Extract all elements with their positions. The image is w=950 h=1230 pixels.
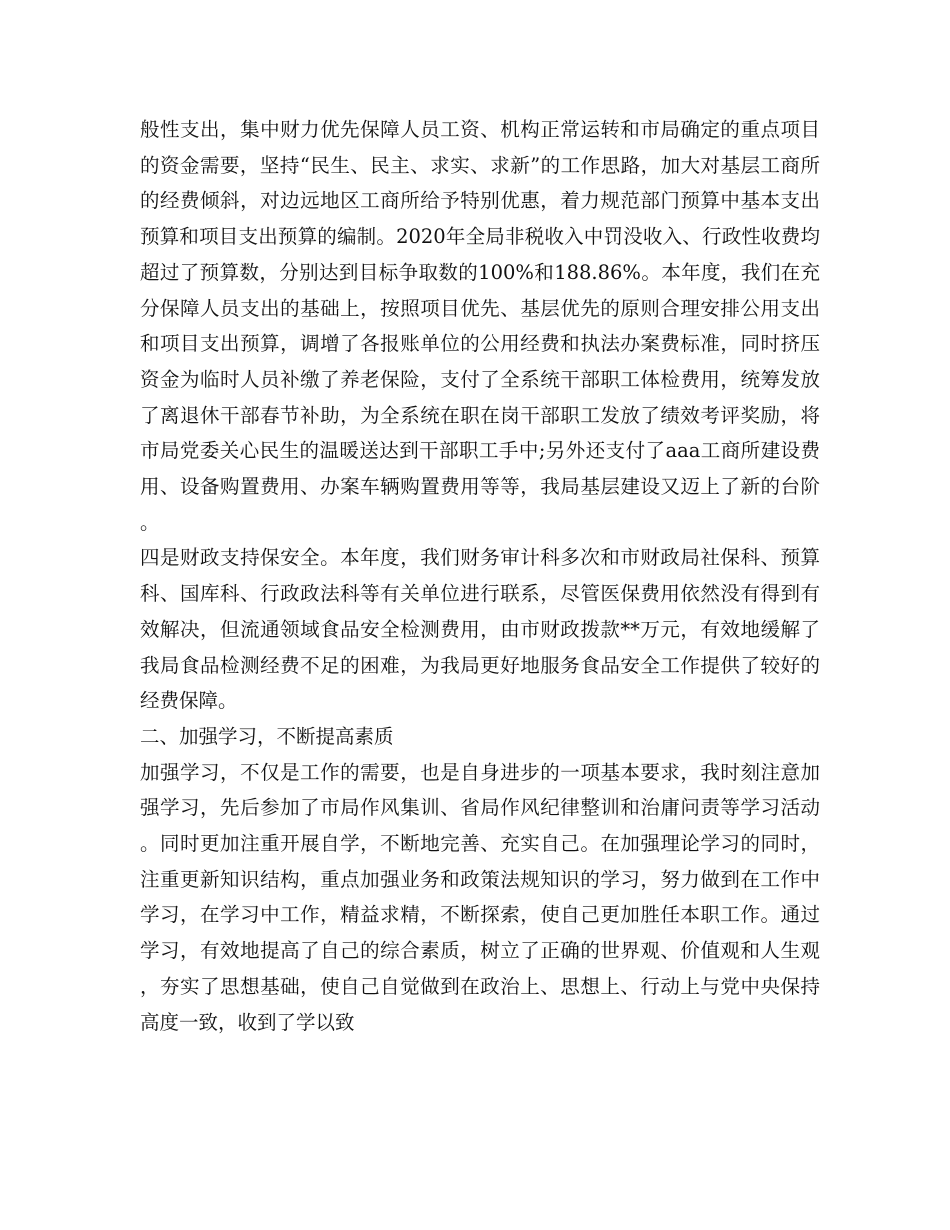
paragraph-budget-spending: 般性支出，集中财力优先保障人员工资、机构正常运转和市局确定的重点项目的资金需要，坚持“民生、民主、求实、求新”的工作思路，加大对基层工商所的经费倾斜，对边远地区工商所给予特别优惠，着力规范部门预算中基本支出预算和项目支出预算的编制。2020年全局非税收入中罚没收入、行政性收费均超过了预算数，分别达到目标争取数的100%和188.86%。本年度，我们在充分保障人员支出的基础上，按照项目优先、基层优先的原则合理安排公用支出和项目支出预算，调增了各报账单位的公用经费和执法办案费标准，同时挤压资金为临时人员补缴了养老保险，支付了全系统干部职工体检费用，统筹发放了离退休干部春节补助，为全系统在职在岗干部职工发放了绩效考评奖励，将市局党委关心民生的温暖送达到干部职工手中;另外还支付了aaa工商所建设费用、设备购置费用、办案车辆购置费用等等，我局基层建设又迈上了新的台阶。 xyxy=(140,118,820,534)
document-page xyxy=(140,112,820,1040)
section-heading-learning: 二、加强学习，不断提高素质 xyxy=(140,724,394,748)
paragraph-learning: 加强学习，不仅是工作的需要，也是自身进步的一项基本要求，我时刻注意加强学习，先后参加了市局作风集训、省局作风纪律整训和治庸问责等学习活动。同时更加注重开展自学，不断地完善、充实自己。在加强理论学习的同时，注重更新知识结构，重点加强业务和政策法规知识的学习，努力做到在工作中学习，在学习中工作，精益求精，不断探索，使自己更加胜任本职工作。通过学习，有效地提高了自己的综合素质，树立了正确的世界观、价值观和人生观，夯实了思想基础，使自己自觉做到在政治上、思想上、行动上与党中央保持高度一致，收到了学以致 xyxy=(140,760,820,1034)
paragraph-fiscal-safety: 四是财政支持保安全。本年度，我们财务审计科多次和市财政局社保科、预算科、国库科、行政政法科等有关单位进行联系，尽管医保费用依然没有得到有效解决，但流通领域食品安全检测费用，由市财政拨款**万元，有效地缓解了我局食品检测经费不足的困难，为我局更好地服务食品安全工作提供了较好的经费保障。 xyxy=(140,546,820,713)
